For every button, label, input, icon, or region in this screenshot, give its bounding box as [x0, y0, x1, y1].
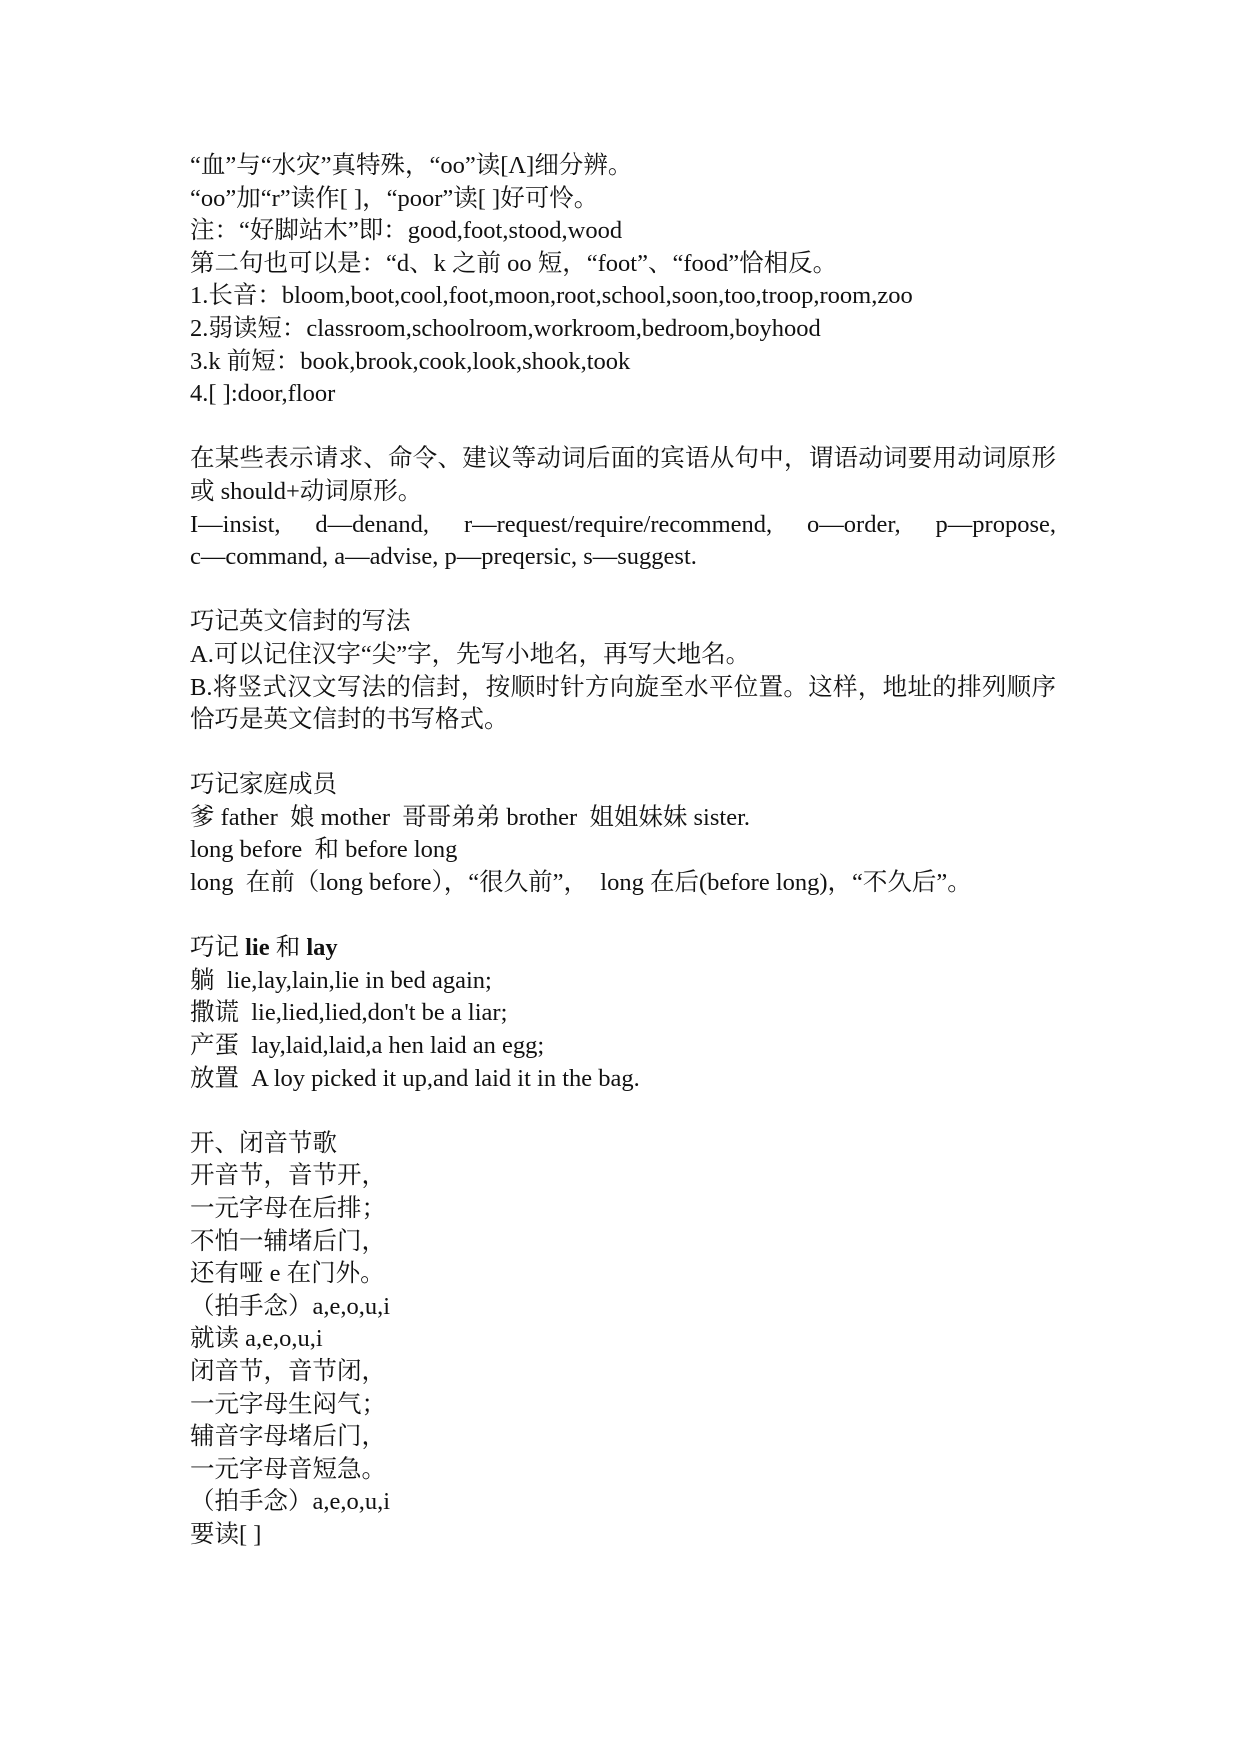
section-syllable-song	[190, 1128, 1056, 1552]
text-line: 要读[ ]	[190, 1520, 262, 1548]
text-line: （拍手念）a,e,o,u,i	[190, 1292, 391, 1320]
section-heading: 开、闭音节歌	[190, 1129, 337, 1157]
text-line: 3.k 前短：book,brook,cook,look,shook,took	[190, 347, 631, 375]
text-line: 一元字母在后排；	[190, 1195, 386, 1222]
section-heading: 巧记英文信封的写法	[190, 608, 411, 636]
document-page	[190, 150, 1056, 1584]
text-line: 放置 A loy picked it up,and laid it in the bag.	[190, 1064, 640, 1092]
text-line: 恰巧是英文信封的书写格式。	[190, 706, 509, 734]
text-line: long 在前（long before），“很久前”， long 在后(before long)，“不久后”。	[190, 869, 972, 897]
text-line: 产蛋 lay,laid,laid,a hen laid an egg;	[190, 1032, 545, 1060]
text-line: 闭音节，音节闭，	[190, 1357, 386, 1385]
text-line: long before 和 before long	[190, 836, 458, 864]
section-heading	[190, 932, 1056, 965]
section-family-members	[190, 769, 1056, 899]
section-oo-pronunciation	[190, 150, 1056, 411]
text-line: 爹 father 娘 mother 哥哥弟弟 brother 姐姐妹妹 sister.	[190, 803, 751, 831]
heading-word-lay: lay	[306, 934, 338, 962]
text-line: 一元字母音短急。	[190, 1455, 386, 1483]
text-line: 辅音字母堵后门，	[190, 1423, 386, 1451]
heading-mid: 和	[269, 934, 307, 962]
text-line: B.将竖式汉文写法的信封，按顺时针方向旋至水平位置。这样，地址的排列顺序	[190, 673, 1056, 701]
text-line: 4.[ ]:door,floor	[190, 380, 336, 408]
text-line: c—command, a—advise, p—preqersic, s—suggest.	[190, 543, 697, 571]
text-line: 躺 lie,lay,lain,lie in bed again;	[190, 966, 492, 994]
text-line: 开音节，音节开，	[190, 1162, 386, 1190]
heading-prefix: 巧记	[190, 934, 246, 962]
text-line: 在某些表示请求、命令、建议等动词后面的宾语从句中，谓语动词要用动词原形	[190, 445, 1056, 473]
text-line: A.可以记住汉字“尖”字，先写小地名，再写大地名。	[190, 640, 751, 668]
text-line: 撒谎 lie,lied,lied,don't be a liar;	[190, 999, 508, 1027]
text-line: 一元字母生闷气；	[190, 1390, 386, 1418]
text-line: 不怕一辅堵后门，	[190, 1227, 386, 1255]
heading-word-lie: lie	[245, 934, 270, 962]
text-line: 1.长音：bloom,boot,cool,foot,moon,root,school,soon,too,troop,room,zoo	[190, 282, 913, 310]
text-line: 2.弱读短：classroom,schoolroom,workroom,bedroom,boyhood	[190, 314, 821, 342]
section-heading: 巧记家庭成员	[190, 771, 337, 799]
text-line: I—insist, d—denand, r—request/require/recommend, o—order, p—propose,	[190, 510, 1056, 538]
section-subjunctive-verbs	[190, 443, 1056, 573]
text-line: 第二句也可以是：“d、k 之前 oo 短，“foot”、“food”恰相反。	[190, 249, 838, 277]
text-line: 就读 a,e,o,u,i	[190, 1325, 323, 1353]
section-lie-and-lay	[190, 932, 1056, 1095]
text-line: 或 should+动词原形。	[190, 477, 423, 505]
text-line: “oo”加“r”读作[ ]，“poor”读[ ]好可怜。	[190, 184, 599, 212]
text-line: “血”与“水灾”真特殊，“oo”读[Λ]细分辨。	[190, 152, 633, 179]
text-line: （拍手念）a,e,o,u,i	[190, 1488, 391, 1516]
section-envelope-format	[190, 606, 1056, 736]
text-line: 还有哑 e 在门外。	[190, 1260, 385, 1288]
text-line: 注：“好脚站木”即：good,foot,stood,wood	[190, 217, 623, 245]
